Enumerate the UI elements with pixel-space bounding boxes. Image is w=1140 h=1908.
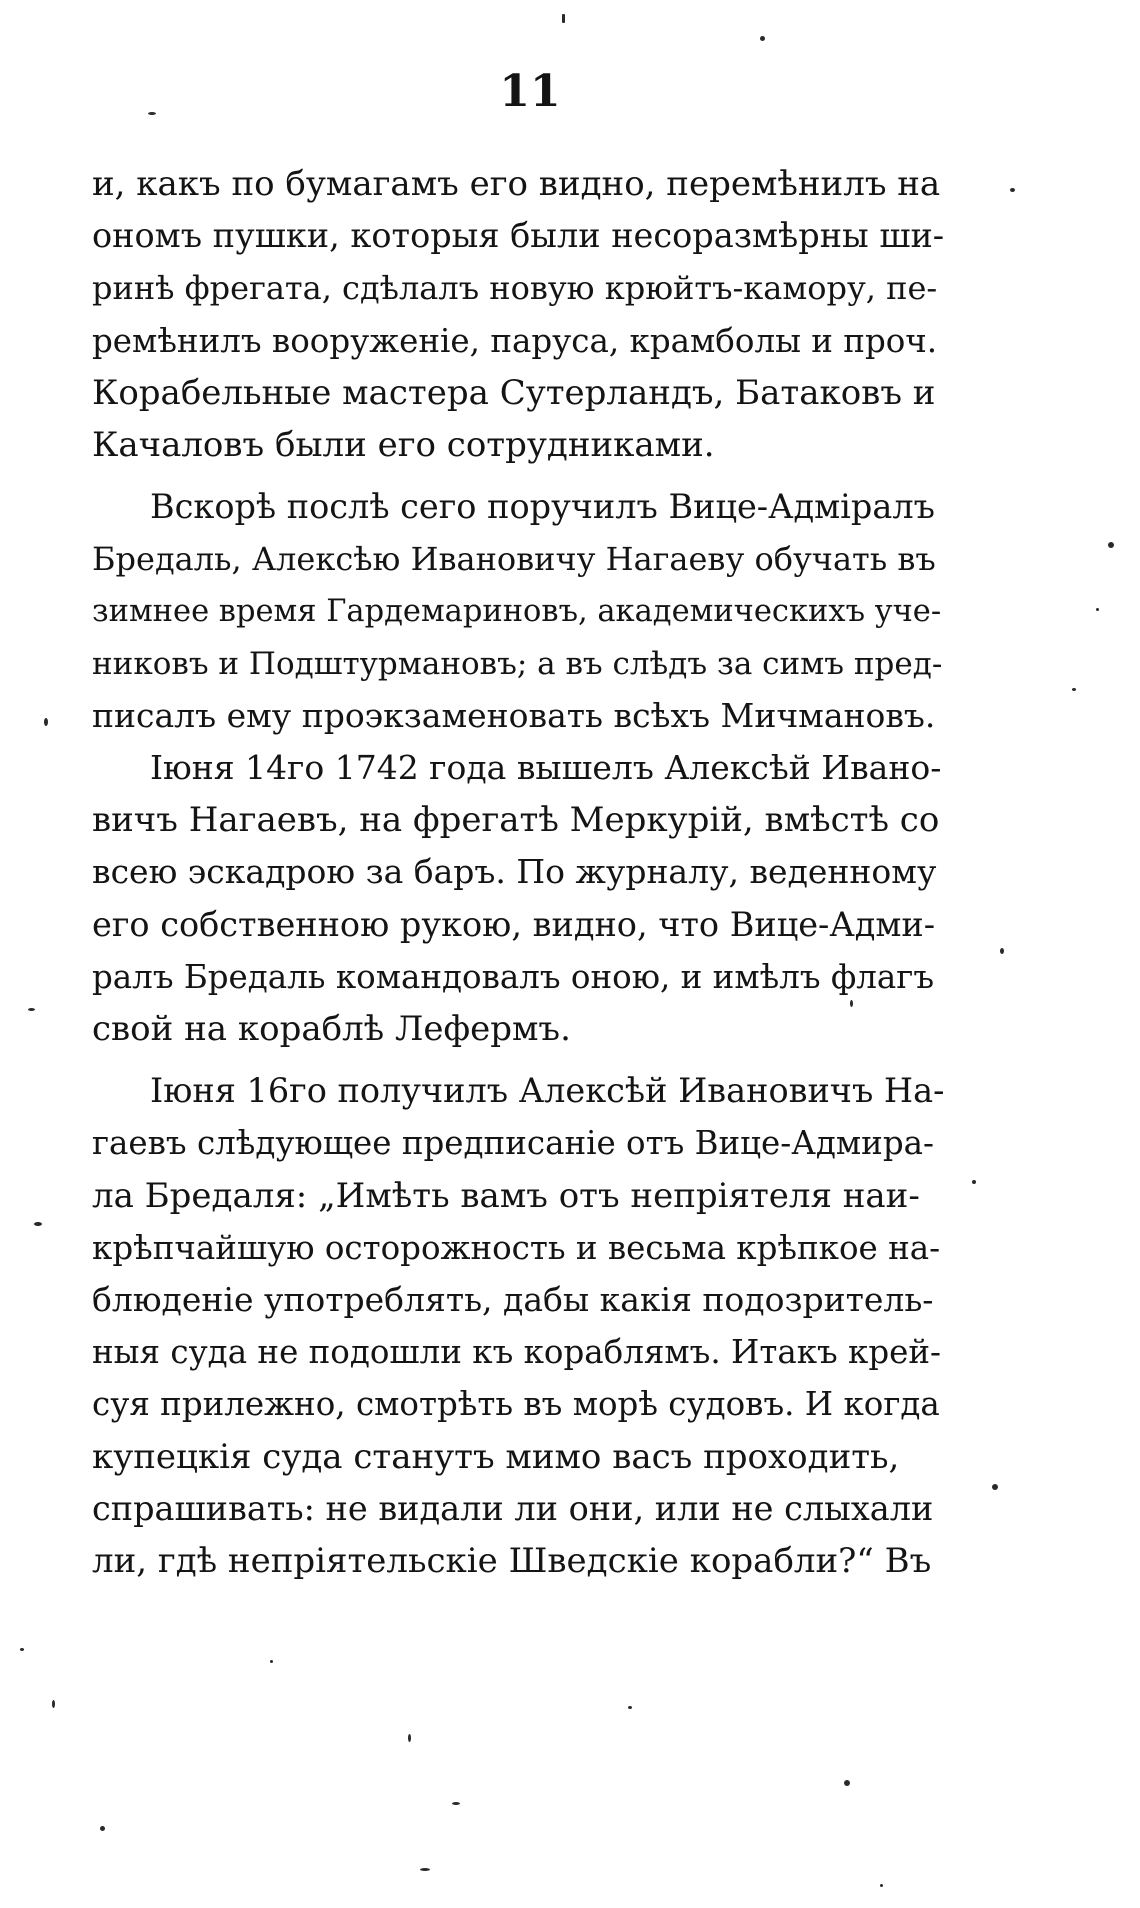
speck bbox=[34, 1222, 42, 1226]
text-line: крѣпчайшую осторожность и весьма крѣпкое на- bbox=[92, 1228, 941, 1267]
speck bbox=[844, 1780, 850, 1786]
speck bbox=[148, 112, 156, 115]
speck bbox=[1108, 542, 1114, 548]
text-line: ремѣнилъ вооруженіе, паруса, крамболы и проч. bbox=[92, 321, 938, 360]
text-line: блюденіе употреблять, дабы какія подозритель- bbox=[92, 1279, 934, 1319]
text-line: Корабельные мастера Сутерландъ, Батаковъ и bbox=[92, 372, 936, 413]
speck bbox=[452, 1802, 460, 1805]
speck bbox=[562, 14, 565, 23]
text-line: всею эскадрою за баръ. По журналу, веденному bbox=[92, 852, 937, 892]
text-line: купецкія суда станутъ мимо васъ проходить, bbox=[92, 1436, 900, 1477]
text-line: Бредаль, Алексѣю Ивановичу Нагаеву обучать въ bbox=[92, 540, 936, 579]
text-line: зимнее время Гардемариновъ, академическихъ уче- bbox=[92, 593, 942, 629]
speck bbox=[408, 1734, 411, 1742]
speck bbox=[880, 1884, 883, 1887]
speck bbox=[972, 1180, 976, 1184]
text-line: Іюня 16го получилъ Алексѣй Ивановичъ На- bbox=[150, 1071, 945, 1111]
text-line: свой на кораблѣ Лефермъ. bbox=[92, 1009, 571, 1049]
paragraph bbox=[92, 742, 944, 1055]
speck bbox=[28, 1008, 35, 1011]
paragraph bbox=[92, 158, 944, 471]
text-line: и, какъ по бумагамъ его видно, перемѣнилъ на bbox=[92, 164, 941, 204]
page-number: 11 bbox=[499, 66, 561, 117]
body-text bbox=[92, 158, 944, 1587]
text-line: Вскорѣ послѣ сего поручилъ Вице-Адміралъ bbox=[150, 487, 935, 527]
speck bbox=[992, 1484, 998, 1490]
text-line: вичъ Нагаевъ, на фрегатѣ Меркурій, вмѣстѣ со bbox=[92, 800, 940, 841]
speck bbox=[850, 1000, 853, 1007]
text-line: спрашивать: не видали ли они, или не слыхали bbox=[92, 1488, 934, 1528]
text-line: ныя суда не подошли къ кораблямъ. Итакъ крей- bbox=[92, 1333, 942, 1372]
speck bbox=[20, 1648, 24, 1651]
text-line: его собственною рукою, видно, что Вице-Адми- bbox=[92, 904, 936, 944]
text-line: ринѣ фрегата, сдѣлалъ новую крюйтъ-камору, пе- bbox=[92, 269, 938, 308]
speck bbox=[44, 718, 48, 726]
speck bbox=[270, 1660, 273, 1663]
text-line: Качаловъ были его сотрудниками. bbox=[92, 424, 715, 465]
speck bbox=[1010, 188, 1015, 192]
text-line: ралъ Бредаль командовалъ оною, и имѣлъ флагъ bbox=[92, 957, 935, 996]
text-line: ли, гдѣ непріятельскіе Шведскіе корабли?“ Въ bbox=[92, 1540, 932, 1581]
text-line: ла Бредаля: „Имѣть вамъ отъ непріятеля наи- bbox=[92, 1175, 920, 1216]
speck bbox=[52, 1700, 55, 1708]
text-line: Іюня 14го 1742 года вышелъ Алексѣй Ивано- bbox=[150, 748, 942, 788]
text-line: гаевъ слѣдующее предписаніе отъ Вице-Адмира- bbox=[92, 1124, 935, 1163]
paragraph bbox=[92, 481, 944, 742]
paragraph bbox=[92, 1065, 944, 1587]
text-line: ономъ пушки, которыя были несоразмѣрны ши- bbox=[92, 216, 945, 256]
speck bbox=[760, 36, 765, 41]
speck bbox=[628, 1706, 632, 1709]
speck bbox=[420, 1868, 430, 1871]
text-line: писалъ ему проэкзаменовать всѣхъ Мичмановъ. bbox=[92, 695, 936, 735]
text-line: суя прилежно, смотрѣть въ морѣ судовъ. И когда bbox=[92, 1385, 940, 1424]
speck bbox=[1000, 948, 1004, 954]
text-line: никовъ и Подштурмановъ; а въ слѣдъ за симъ пред- bbox=[92, 645, 943, 682]
speck bbox=[1072, 688, 1076, 691]
speck bbox=[100, 1826, 105, 1831]
speck bbox=[1096, 608, 1099, 611]
